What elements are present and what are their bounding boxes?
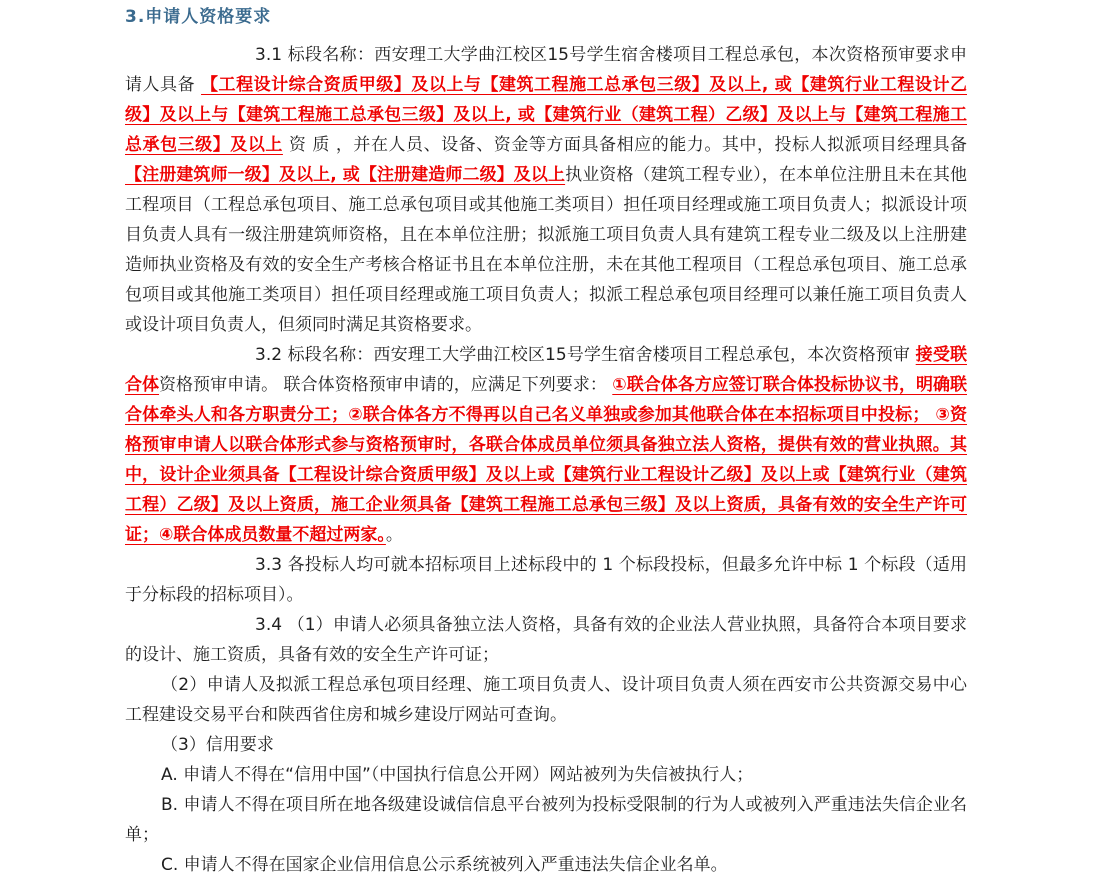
- paragraph-credit-b: [125, 790, 967, 850]
- body-text: （2）申请人及拟派工程总承包项目经理、施工项目负责人、设计项目负责人须在西安市公共资源交易中心工程建设交易平台和陕西省住房和城乡建设厅网站可查询。: [125, 675, 967, 725]
- body-text: 资格预审申请。 联合体资格预审申请的，应满足下列要求：: [159, 375, 613, 395]
- body-text: 资 质 ，并在人员、设备、资金等方面具备相应的能力。其中，投标人拟派项目经理具备: [282, 135, 967, 155]
- highlighted-requirement-text: 接受联合体: [125, 345, 967, 395]
- document-body: [125, 40, 967, 880]
- body-text: C. 申请人不得在国家企业信用信息公示系统被列入严重违法失信企业名单。: [161, 855, 728, 875]
- paragraph-credit-a: [125, 760, 967, 790]
- paragraph-3-3: [125, 550, 967, 610]
- paragraph-item-2: [125, 670, 967, 730]
- body-text: 3.3 各投标人均可就本招标项目上述标段中的 1 个标段投标，但最多允许中标 1 个标段（适用于分标段的招标项目）。: [125, 555, 967, 605]
- section-heading: 3.申请人资格要求: [125, 7, 272, 27]
- highlighted-requirement-text: 【工程设计综合资质甲级】及以上与【建筑工程施工总承包三级】及以上, 或【建筑行业工程设计乙级】及以上与【建筑工程施工总承包三级】及以上, 或【建筑行业（建筑工程）乙级】及以上与【建筑工程施工总承包三级】及以上: [125, 75, 967, 155]
- paragraph-credit-c: [125, 850, 967, 880]
- body-text: A. 申请人不得在“信用中国”（中国执行信息公开网）网站被列为失信被执行人；: [161, 765, 754, 785]
- highlighted-requirement-text: 【注册建筑师一级】及以上, 或【注册建造师二级】及以上: [125, 165, 566, 185]
- body-text: 3.1 标段名称：西安理工大学曲江校区15号学生宿舍楼项目工程总承包，本次资格预审要求申请人具备: [125, 45, 967, 95]
- body-text: 3.4 （1）申请人必须具备独立法人资格，具备有效的企业法人营业执照，具备符合本项目要求的设计、施工资质，具备有效的安全生产许可证；: [125, 615, 967, 665]
- body-text: 3.2 标段名称：西安理工大学曲江校区15号学生宿舍楼项目工程总承包，本次资格预审: [255, 345, 916, 365]
- paragraph-3-4: [125, 610, 967, 670]
- highlighted-requirement-text: ①联合体各方应签订联合体投标协议书，明确联合体牵头人和各方职责分工；②联合体各方不得再以自己名义单独或参加其他联合体在本招标项目中投标； ③资格预审申请人以联合体形式参与资格预审时，各联合体成员单位须具备独立法人资格，提供有效的营业执照。其中，设计企业须具备【工程设计综合资质甲级】及以上或【建筑行业工程设计乙级】及以上或【建筑行业（建筑工程）乙级】及以上资质，施工企业须具备【建筑工程施工总承包三级】及以上资质，具备有效的安全生产许可证；④联合体成员数量不超过两家。: [125, 375, 967, 545]
- paragraph-3-1: [125, 40, 967, 340]
- body-text: （3）信用要求: [161, 735, 274, 755]
- body-text: 执业资格（建筑工程专业），在本单位注册且未在其他工程项目（工程总承包项目、施工总承包项目或其他施工类项目）担任项目经理或施工项目负责人；拟派设计项目负责人具有一级注册建筑师资格，且在本单位注册；拟派施工项目负责人具有建筑工程专业二级及以上注册建造师执业资格及有效的安全生产考核合格证书且在本单位注册，未在其他工程项目（工程总承包项目、施工总承包项目或其他施工类项目）担任项目经理或施工项目负责人；拟派工程总承包项目经理可以兼任施工项目负责人或设计项目负责人，但须同时满足其资格要求。: [125, 165, 967, 335]
- paragraph-item-3: [125, 730, 967, 760]
- body-text: 。: [385, 525, 403, 545]
- paragraph-3-2: [125, 340, 967, 550]
- body-text: B. 申请人不得在项目所在地各级建设诚信信息平台被列为投标受限制的行为人或被列入严重违法失信企业名单；: [125, 795, 967, 845]
